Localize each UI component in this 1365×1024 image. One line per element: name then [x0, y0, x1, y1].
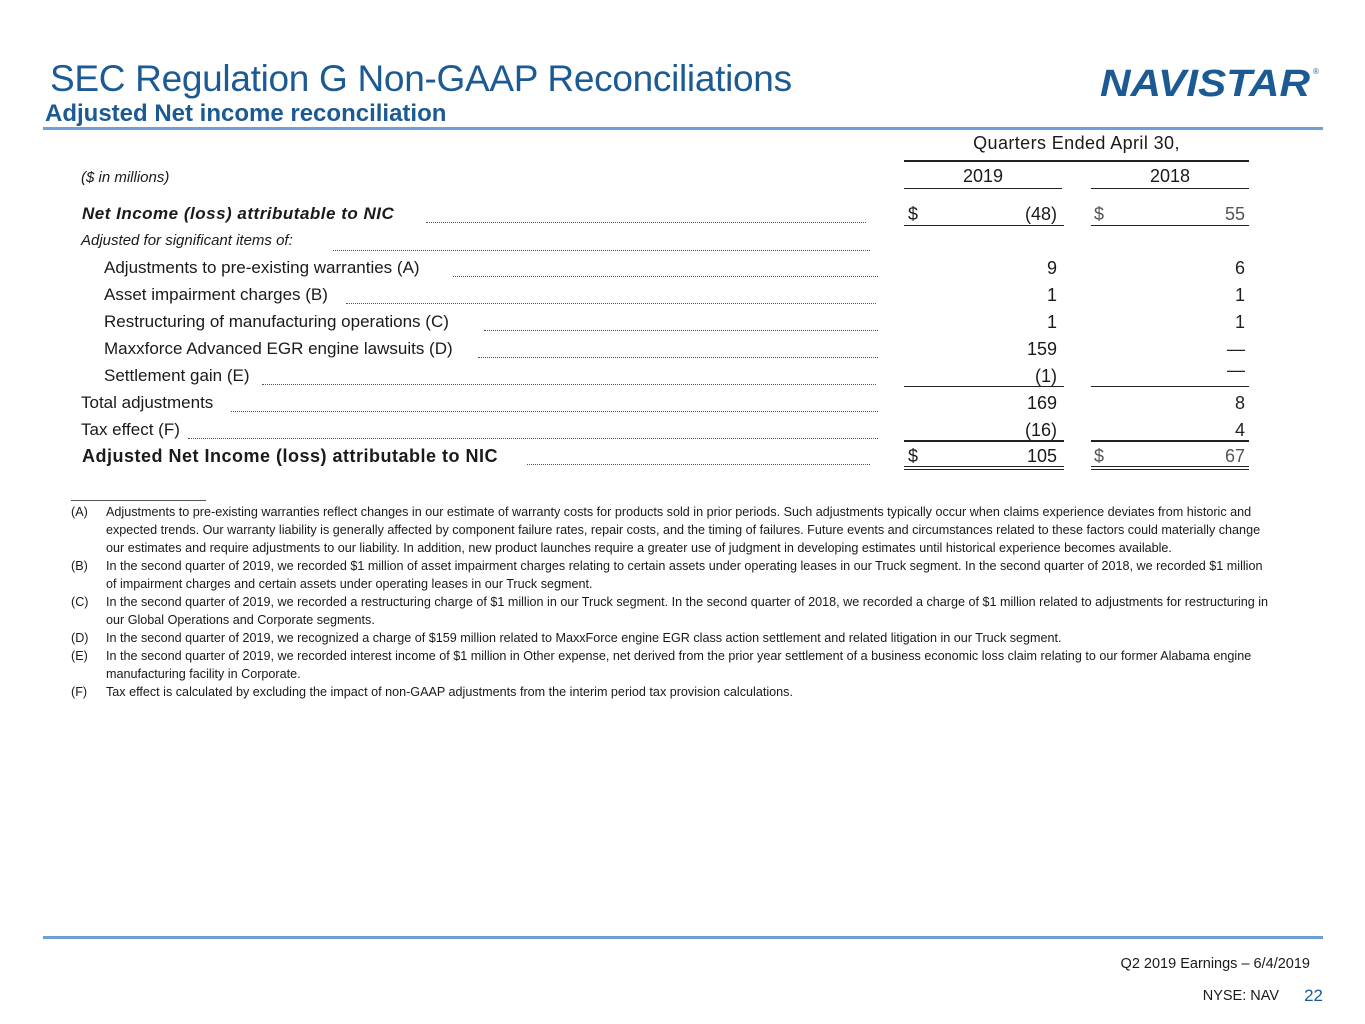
footnote-d	[71, 629, 1271, 647]
currency-symbol: $	[908, 204, 919, 224]
leader-dots	[188, 437, 878, 439]
leader-dots	[527, 463, 870, 465]
row-label: Adjusted Net Income (loss) attributable to NIC	[82, 446, 499, 466]
value-2018: 8	[1234, 393, 1245, 413]
footnote-marker: (F)	[71, 685, 88, 699]
footnote-e	[71, 647, 1271, 683]
leader-dots	[426, 221, 866, 223]
value-2019: 1	[1046, 312, 1057, 332]
value-2018: 1	[1234, 285, 1245, 305]
navistar-logo	[1100, 64, 1322, 100]
value-2018: —	[1227, 360, 1245, 380]
footnote-text: In the second quarter of 2019, we recorded a restructuring charge of $1 million in our Truck segment. In the second quarter of 2018, we recorded a charge of $1 million related to adjustments for restructuring in our Global Operations and Corporate segments.	[106, 595, 1269, 627]
page-subtitle: Adjusted Net income reconciliation	[45, 100, 447, 127]
value-2019: 9	[1046, 258, 1057, 278]
table-row-adjustments-heading	[0, 230, 1365, 257]
row-label: Asset impairment charges (B)	[104, 285, 328, 304]
page-number: 22	[1304, 986, 1323, 1005]
footnotes	[71, 503, 1271, 701]
leader-dots	[231, 410, 878, 412]
value-2019: (16)	[1024, 420, 1057, 440]
logo-wordmark: NAVISTAR	[1100, 64, 1311, 100]
value-2019: (1)	[1035, 366, 1057, 386]
row-label: Maxxforce Advanced EGR engine lawsuits (D)	[104, 339, 453, 358]
footer-ticker: NYSE: NAV	[1202, 988, 1279, 1004]
subtotal-rule	[1091, 440, 1249, 442]
footnote-marker: (B)	[71, 559, 88, 573]
units-label: ($ in millions)	[81, 169, 170, 186]
row-label: Restructuring of manufacturing operations (C)	[104, 312, 449, 331]
value-2018: 4	[1234, 420, 1245, 440]
row-label: Total adjustments	[81, 393, 214, 412]
value-2018: 6	[1234, 258, 1245, 278]
footnote-text: Tax effect is calculated by excluding the impact of non-GAAP adjustments from the interim period tax provision calculations.	[106, 685, 793, 699]
footnote-c	[71, 593, 1271, 629]
leader-dots	[333, 249, 870, 251]
logo-registered-mark: ®	[1313, 67, 1319, 76]
value-2018: —	[1227, 339, 1245, 359]
leader-dots	[484, 329, 878, 331]
subtotal-rule	[904, 225, 1064, 226]
leader-dots	[262, 383, 876, 385]
footnote-marker: (D)	[71, 631, 89, 645]
value-2019: 169	[1026, 393, 1057, 413]
footnote-a	[71, 503, 1271, 557]
column-header-2018-rule	[1091, 188, 1249, 189]
footnote-marker: (A)	[71, 505, 88, 519]
table-row-egr-lawsuits	[0, 337, 1365, 364]
subtotal-rule	[1091, 225, 1249, 226]
footnote-text: In the second quarter of 2019, we recorded $1 million of asset impairment charges relating to certain assets under operating leases in our Truck segment. In the second quarter of 2018, we recorded $1 million of impairment charges and certain assets under operating leases in our Truck segment.	[106, 559, 1263, 591]
total-double-rule	[1091, 469, 1249, 470]
footnote-text: In the second quarter of 2019, we recognized a charge of $159 million related to MaxxForce engine EGR class action settlement and related litigation in our Truck segment.	[106, 631, 1062, 645]
column-header-2019-rule	[904, 188, 1062, 189]
table-row-warranties	[0, 256, 1365, 283]
table-row-total-adjustments	[0, 391, 1365, 418]
column-header-2018: 2018	[1149, 166, 1191, 186]
total-double-rule	[904, 469, 1064, 470]
subtotal-rule	[904, 440, 1064, 442]
currency-symbol: $	[1094, 204, 1105, 224]
leader-dots	[478, 356, 878, 358]
subtotal-rule	[1091, 386, 1249, 387]
subtotal-rule	[904, 386, 1064, 387]
row-label: Tax effect (F)	[81, 420, 180, 439]
total-double-rule	[1091, 466, 1249, 467]
column-header-2019: 2019	[962, 166, 1004, 186]
currency-symbol: $	[1094, 446, 1105, 466]
value-2018: 1	[1234, 312, 1245, 332]
footnote-text: Adjustments to pre-existing warranties reflect changes in our estimate of warranty costs for products sold in prior periods. Such adjustments typically occur when claims experience deviates from historic and expected trends. Our warranty liability is generally affected by component failure rates, repair costs, and the timing of failures. Future events and circumstances related to these factors could materially change our estimates and require adjustments to our liability. In addition, new product launches require a greater use of judgment in developing estimates until historical experience becomes available.	[106, 505, 1261, 555]
total-double-rule	[904, 466, 1064, 467]
row-label: Settlement gain (E)	[104, 366, 250, 385]
row-label: Adjusted for significant items of:	[81, 232, 293, 249]
value-2019: (48)	[1024, 204, 1057, 224]
footer-event-date: Q2 2019 Earnings – 6/4/2019	[1120, 956, 1310, 972]
table-row-restructuring	[0, 310, 1365, 337]
footer-divider	[43, 936, 1323, 939]
footnote-text: In the second quarter of 2019, we recorded interest income of $1 million in Other expense, net derived from the prior year settlement of a business economic loss claim relating to our former Alabama engine manufacturing facility in Corporate.	[106, 649, 1252, 681]
header-divider	[43, 127, 1323, 130]
value-2019: 105	[1026, 446, 1057, 466]
footnote-marker: (E)	[71, 649, 88, 663]
table-row-asset-impairment	[0, 283, 1365, 310]
currency-symbol: $	[908, 446, 919, 466]
page-title: SEC Regulation G Non-GAAP Reconciliations	[50, 58, 792, 99]
footnote-b	[71, 557, 1271, 593]
footnote-divider	[71, 500, 206, 501]
value-2018: 67	[1224, 446, 1245, 466]
leader-dots	[346, 302, 876, 304]
value-2018: 55	[1224, 204, 1245, 224]
footnote-f	[71, 683, 1271, 701]
value-2019: 1	[1046, 285, 1057, 305]
footnote-marker: (C)	[71, 595, 89, 609]
period-header-rule	[904, 160, 1249, 162]
row-label: Net Income (loss) attributable to NIC	[82, 204, 395, 223]
period-header: Quarters Ended April 30,	[973, 133, 1180, 153]
value-2019: 159	[1026, 339, 1057, 359]
row-label: Adjustments to pre-existing warranties (A)	[104, 258, 420, 277]
leader-dots	[453, 275, 878, 277]
